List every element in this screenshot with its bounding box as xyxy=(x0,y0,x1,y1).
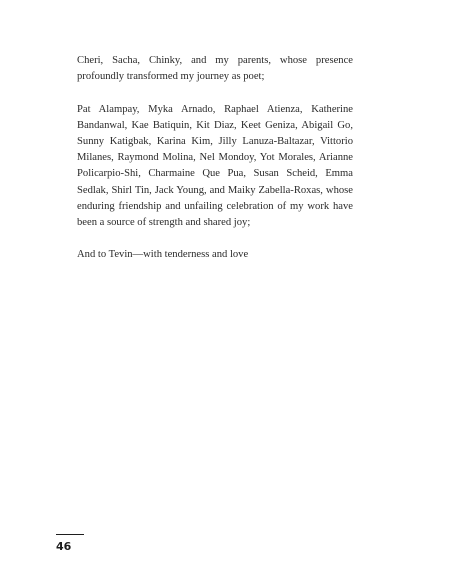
paragraph-family: Cheri, Sacha, Chinky, and my parents, whose presence profoundly transformed my journey as poet; xyxy=(77,55,353,83)
paragraph-friends: Pat Alampay, Myka Arnado, Raphael Atienza, Katherine Bandanwal, Kae Batiquin, Kit Diaz, Keet Geniza, Abigail Go, Sunny Katigbak, Karina Kim, Jilly Lanuza-Baltazar, Vittorio Milanes, Raymond Molina, Nel Mondoy, Yot Morales, Arianne Policarpio-Shi, Charmaine Que Pua, Susan Scheid, Emma Sedlak, Shirl Tin, Jack Young, and Maiky Zabella-Roxas, whose enduring friendship and unfailing celebration of my work have been a source of strength and shared joy; xyxy=(77,103,353,229)
acknowledgements-text xyxy=(77,53,353,264)
paragraph-dedication: And to Tevin—with tenderness and love xyxy=(77,249,249,261)
page-number-rule xyxy=(56,534,84,535)
page-number: 46 xyxy=(56,540,72,553)
